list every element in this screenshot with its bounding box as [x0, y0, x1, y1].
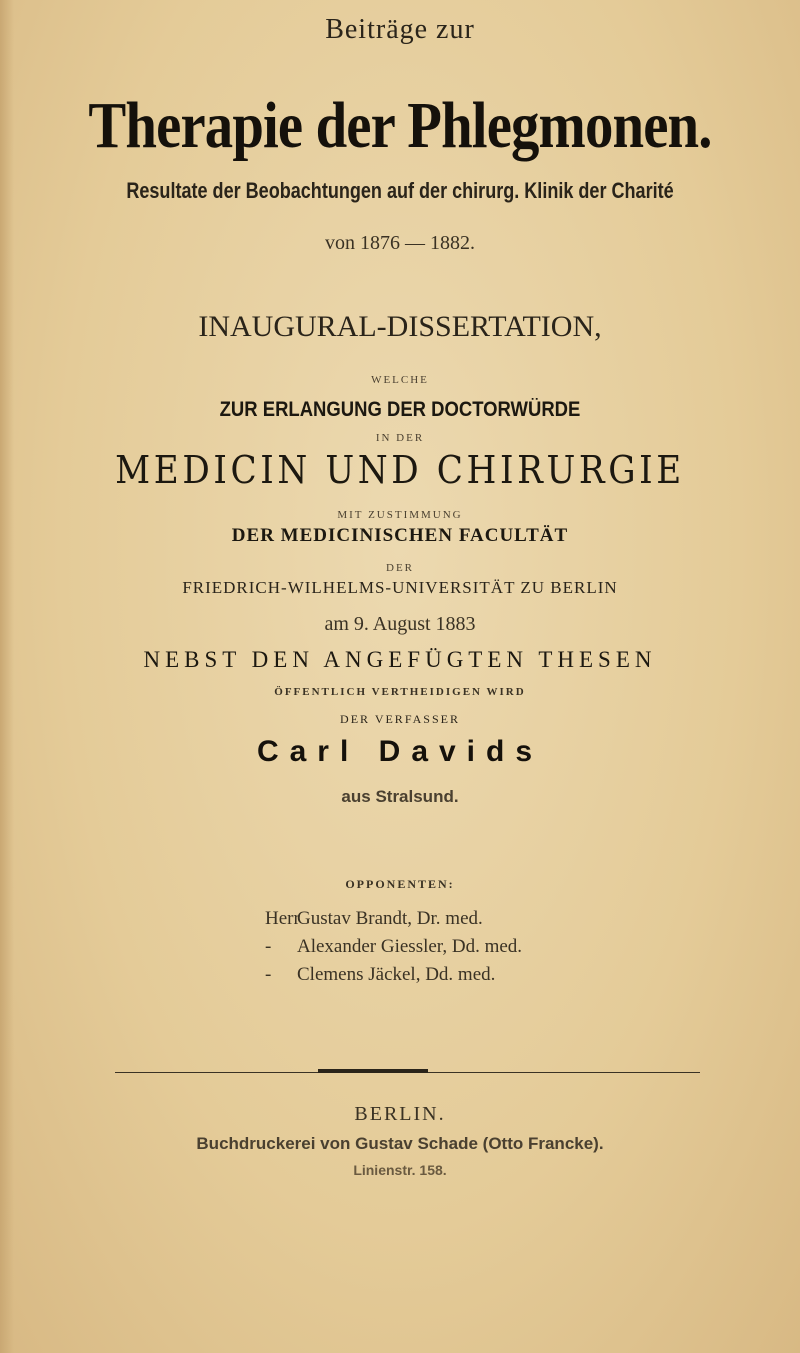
theses-text: NEBST DEN ANGEFÜGTEN THESEN	[143, 647, 657, 672]
opponent-row	[265, 964, 495, 986]
opponent-prefix: Herr	[265, 908, 300, 929]
opponent-name: Clemens Jäckel, Dd. med.	[297, 964, 496, 985]
author-origin: aus Stralsund.	[341, 787, 459, 806]
in-der-text: IN DER	[375, 432, 425, 444]
opponent-name: Alexander Giessler, Dd. med.	[297, 936, 523, 957]
subtitle: Resultate der Beobachtungen auf der chirurg. Klinik der Charité	[126, 178, 674, 203]
university-text: FRIEDRICH-WILHELMS-UNIVERSITÄT ZU BERLIN	[182, 578, 618, 597]
opponent-prefix: -	[265, 936, 272, 957]
main-title: Therapie der Phlegmonen.	[88, 89, 712, 162]
divider-ornament	[318, 1069, 428, 1073]
defended-text: ÖFFENTLICH VERTHEIDIGEN WIRD	[274, 686, 526, 698]
der-text: DER	[386, 562, 414, 574]
pretitle: Beiträge zur	[325, 14, 475, 45]
purpose-text: ZUR ERLANGUNG DER DOCTORWÜRDE	[219, 398, 581, 421]
opponents-heading: OPPONENTEN:	[345, 877, 455, 891]
mit-zustimmung-text: MIT ZUSTIMMUNG	[337, 509, 463, 521]
period: von 1876 — 1882.	[325, 232, 475, 254]
dissertation-heading: INAUGURAL-DISSERTATION,	[198, 310, 602, 343]
imprint-printer: Buchdruckerei von Gustav Schade (Otto Francke).	[196, 1134, 604, 1153]
der-verfasser-text: DER VERFASSER	[340, 712, 460, 726]
welche-text: WELCHE	[371, 374, 429, 386]
faculty-text: DER MEDICINISCHEN FACULTÄT	[231, 525, 569, 546]
fields-text: MEDICIN UND CHIRURGIE	[115, 448, 685, 492]
author-name: Carl Davids	[256, 735, 544, 768]
imprint-city: BERLIN.	[354, 1103, 446, 1125]
opponent-prefix: -	[265, 964, 272, 985]
imprint-address: Linienstr. 158.	[353, 1162, 447, 1178]
date-text: am 9. August 1883	[324, 613, 476, 635]
opponent-row	[265, 908, 483, 930]
opponent-row	[265, 936, 522, 958]
opponent-name: Gustav Brandt, Dr. med.	[297, 908, 483, 929]
